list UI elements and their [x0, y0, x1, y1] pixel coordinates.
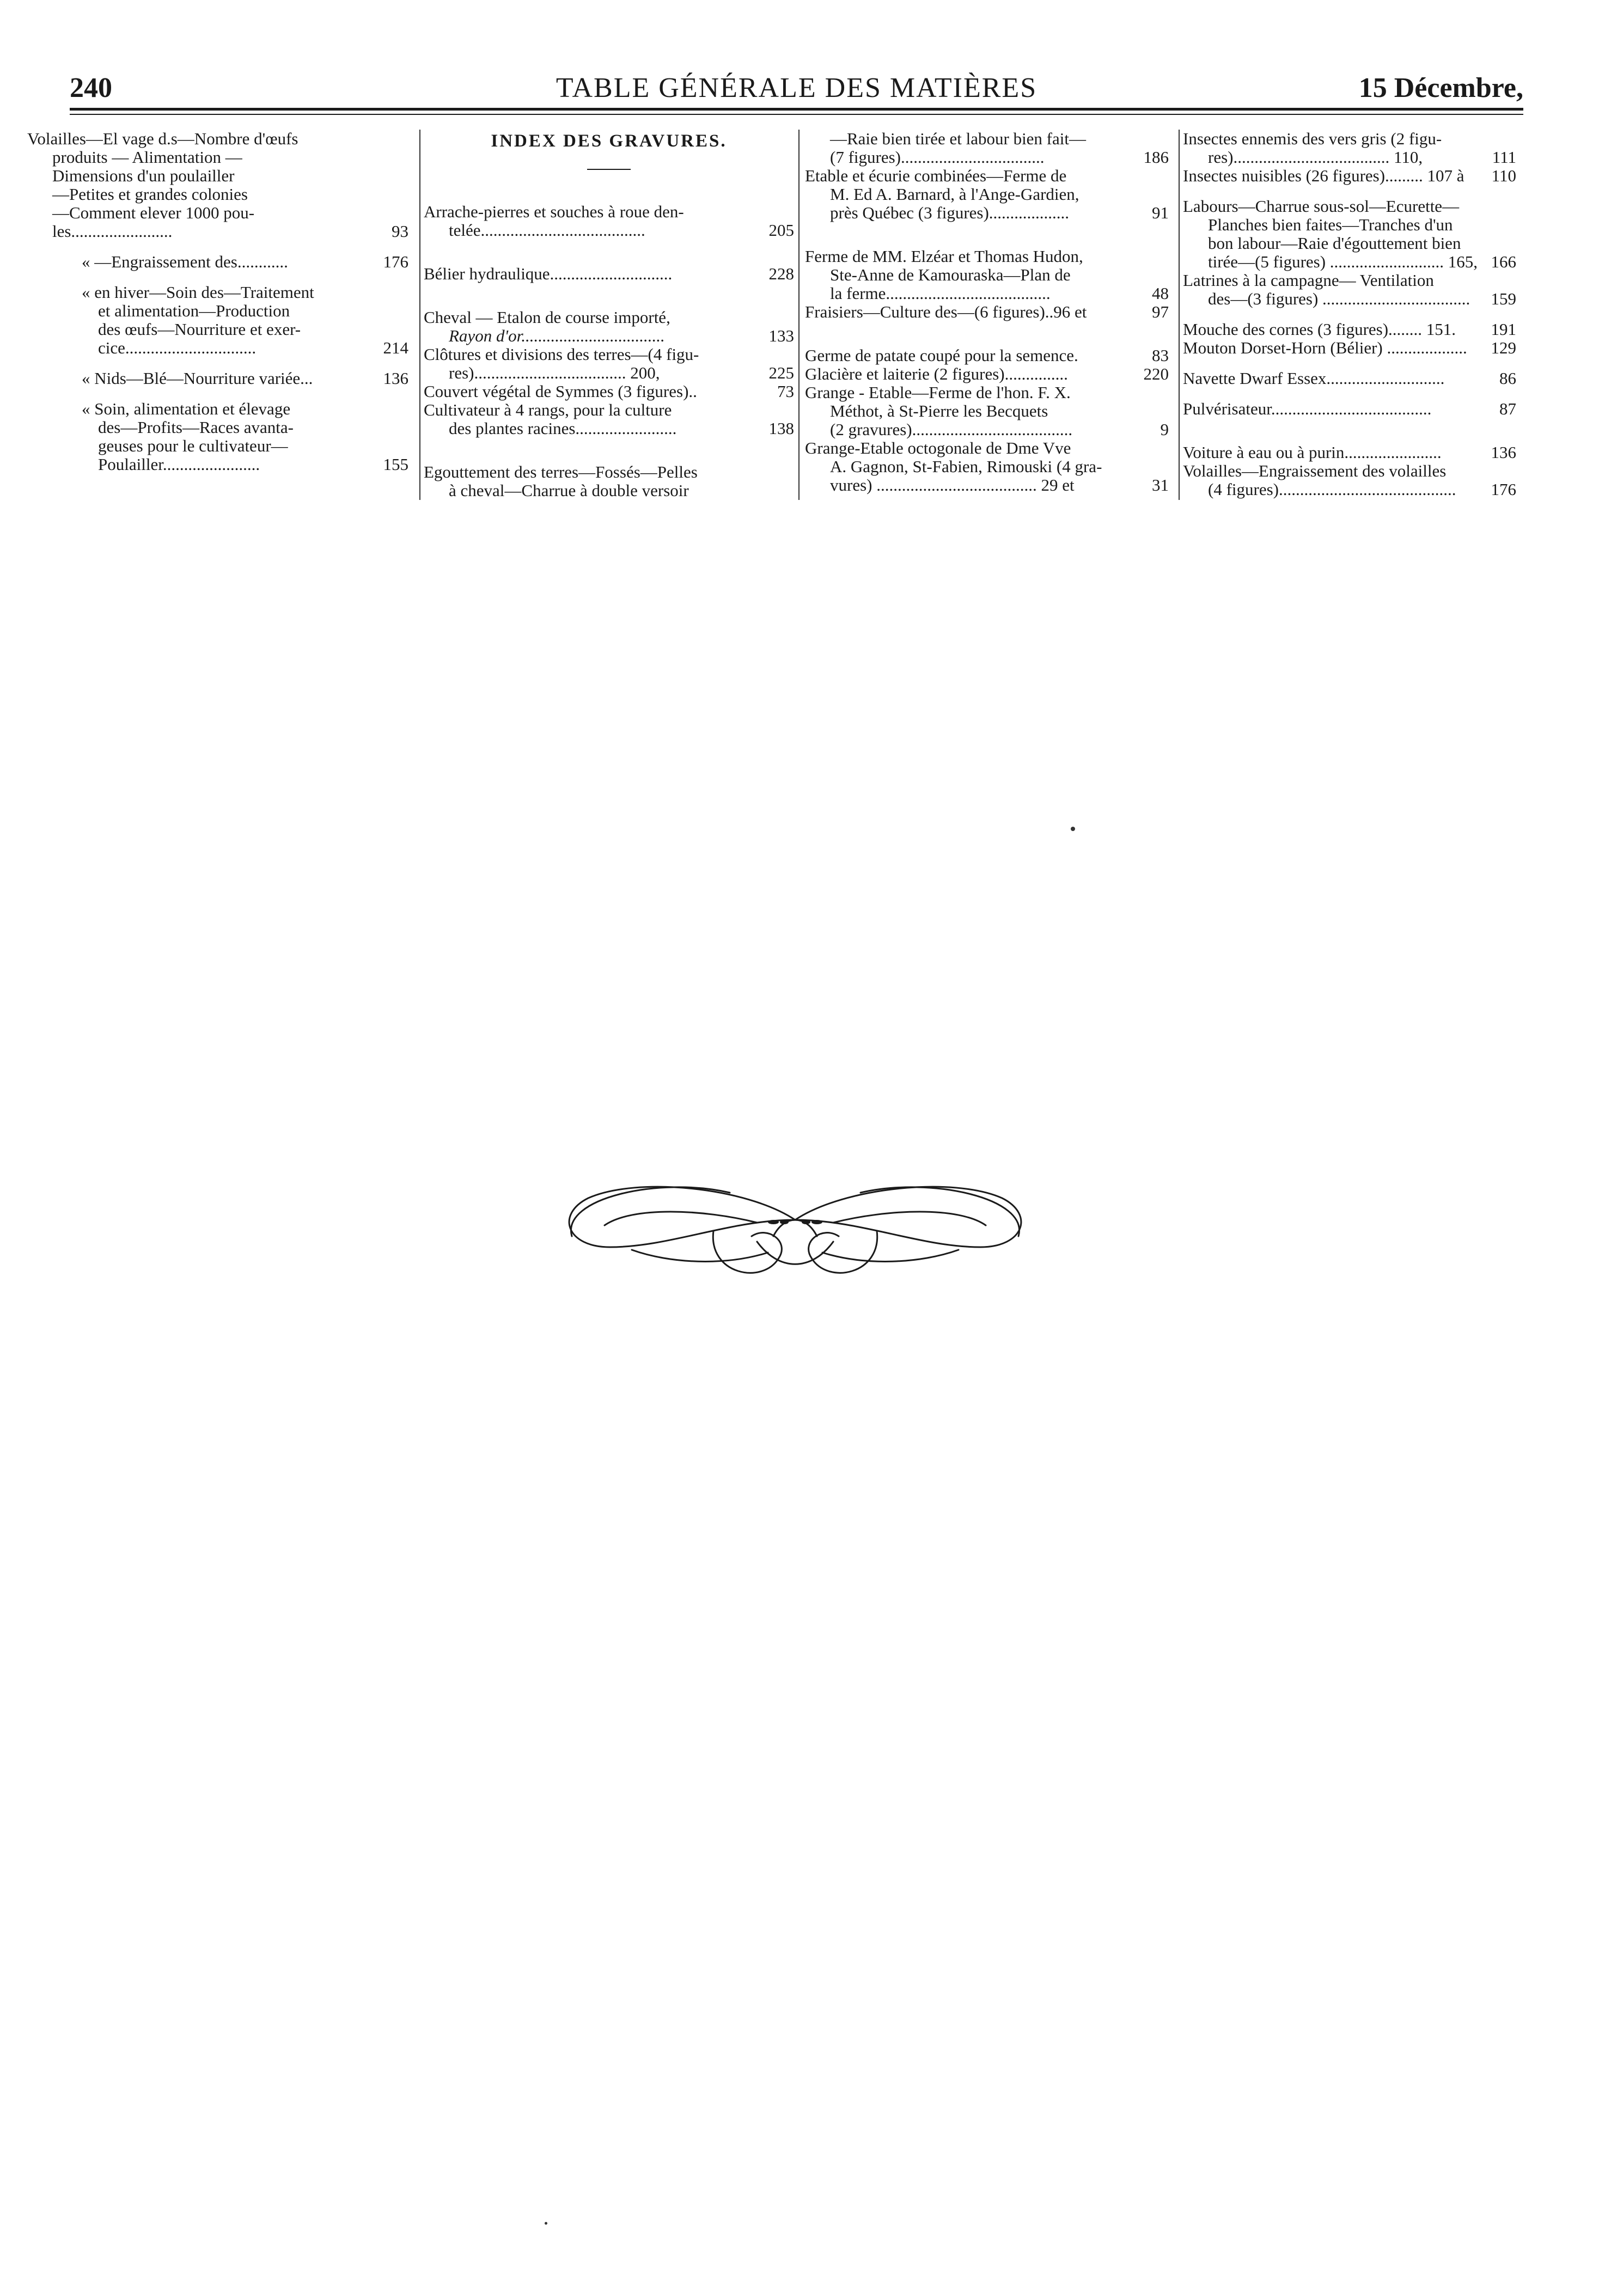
page-date: 15 Décembre,	[1358, 72, 1523, 103]
ink-speck	[545, 2222, 547, 2225]
page-ref: 155	[383, 455, 408, 474]
entry-line: res).................................... 200,	[449, 363, 660, 382]
entry-line: la ferme.......................................	[830, 284, 1051, 303]
entry-line: Insectes nuisibles (26 figures)......... 107 à	[1183, 166, 1464, 185]
page-title: TABLE GÉNÉRALE DES MATIÈRES	[556, 72, 1038, 103]
index-entry	[805, 439, 1169, 494]
index-entry	[1183, 400, 1516, 418]
entry-line: Volailles—Engraissement des volailles	[1183, 461, 1447, 480]
entry-line: Cultivateur à 4 rangs, pour la culture	[424, 400, 672, 419]
entry-line: des—(3 figures) ...................................	[1208, 289, 1470, 308]
entry-line: —Petites et grandes colonies	[52, 185, 248, 204]
entry-line: Volailles—El vage d.s—Nombre d'œufs	[27, 129, 298, 148]
entry-line: Egouttement des terres—Fossés—Pelles	[424, 462, 698, 481]
entry-line: Cheval — Etalon de course importé,	[424, 308, 670, 327]
page-ref: 136	[383, 369, 408, 388]
index-entry	[805, 365, 1169, 383]
index-entry	[424, 345, 794, 382]
column-divider	[419, 130, 420, 500]
entry-line: Clôtures et divisions des terres—(4 figu-	[424, 345, 699, 364]
entry-line: des plantes racines........................	[449, 419, 677, 438]
page-ref: 9	[1160, 420, 1169, 439]
entry-line: Pulvérisateur......................................	[1183, 399, 1432, 418]
page-ref: 97	[1152, 302, 1169, 321]
entry-line: M. Ed A. Barnard, à l'Ange-Gardien,	[830, 185, 1079, 204]
entry-line: bon labour—Raie d'égouttement bien	[1208, 234, 1461, 253]
page-ref: 129	[1491, 338, 1516, 357]
entry-line: Couvert végétal de Symmes (3 figures)..	[424, 382, 697, 401]
page-ref: 205	[768, 221, 794, 240]
index-column-2	[424, 130, 794, 500]
entry-line: Labours—Charrue sous-sol—Ecurette—	[1183, 197, 1460, 216]
page-ref: 138	[768, 419, 794, 438]
entry-line: Latrines à la campagne— Ventilation	[1183, 271, 1434, 290]
index-entry	[805, 167, 1169, 222]
index-entry	[805, 383, 1169, 439]
entry-line: les........................	[52, 222, 173, 241]
entry-line: (2 gravures)......................................	[830, 420, 1073, 439]
page-ref: 220	[1143, 364, 1169, 383]
entry-line: Rayon d'or..................................	[449, 326, 665, 345]
column-divider	[1179, 130, 1180, 500]
index-entry	[27, 369, 408, 388]
entry-line: Glacière et laiterie (2 figures)...............	[805, 364, 1068, 383]
index-entry	[805, 247, 1169, 303]
page-ref: 159	[1491, 289, 1516, 308]
entry-line: des—Profits—Races avanta-	[98, 418, 294, 437]
column-divider	[798, 130, 800, 500]
page-ref: 86	[1499, 369, 1516, 388]
entry-line: Mouche des cornes (3 figures)........ 151.	[1183, 320, 1456, 339]
entry-line: Mouton Dorset-Horn (Bélier) ...................	[1183, 338, 1467, 357]
section-heading: INDEX DES GRAVURES.	[491, 131, 727, 151]
index-entry	[1183, 197, 1516, 271]
entry-line: produits — Alimentation —	[52, 148, 242, 167]
entry-line: et alimentation—Production	[98, 301, 290, 320]
page-ref: 191	[1491, 320, 1516, 339]
entry-line: Planches bien faites—Tranches d'un	[1208, 215, 1453, 234]
index-entry	[424, 463, 794, 500]
index-entry	[805, 346, 1169, 365]
index-entry	[424, 308, 794, 345]
page-ref: 133	[768, 326, 794, 345]
entry-line: des œufs—Nourriture et exer-	[98, 320, 301, 339]
index-entry	[1183, 369, 1516, 388]
entry-line: geuses pour le cultivateur—	[98, 436, 288, 455]
entry-line: cice...............................	[98, 338, 257, 357]
entry-line: (7 figures)..................................	[830, 148, 1045, 167]
page-ref: 110	[1491, 166, 1516, 185]
page-ref: 93	[392, 222, 408, 241]
entry-line: Bélier hydraulique.............................	[424, 264, 673, 283]
page-ref: 176	[1491, 480, 1516, 499]
index-entry	[1183, 339, 1516, 357]
entry-line: vures) ...................................... 29 et	[830, 475, 1075, 494]
index-entry	[1183, 462, 1516, 499]
index-entry	[1183, 320, 1516, 339]
entry-line: Navette Dwarf Essex............................	[1183, 369, 1445, 388]
entry-line: —Comment elever 1000 pou-	[52, 203, 255, 222]
entry-line: Ferme de MM. Elzéar et Thomas Hudon,	[805, 247, 1083, 266]
page-ref: 48	[1152, 284, 1169, 303]
entry-line: « Soin, alimentation et élevage	[82, 399, 291, 418]
page-header	[70, 71, 1523, 109]
entry-line: Ste-Anne de Kamouraska—Plan de	[830, 265, 1071, 284]
entry-line: « —Engraissement des............	[82, 252, 288, 271]
page-ref: 214	[383, 338, 408, 357]
entry-line: Dimensions d'un poulailler	[52, 166, 235, 185]
page-ref: 225	[768, 363, 794, 382]
ink-speck	[1071, 827, 1075, 831]
index-entry	[1183, 443, 1516, 462]
entry-line: telée.......................................	[449, 221, 645, 240]
entry-line: « en hiver—Soin des—Traitement	[82, 283, 314, 302]
header-rule-thin	[70, 114, 1523, 115]
entry-line: Voiture à eau ou à purin.......................	[1183, 443, 1442, 462]
index-entry	[424, 203, 794, 240]
index-column-4	[1183, 130, 1516, 499]
entry-line: Insectes ennemis des vers gris (2 figu-	[1183, 129, 1442, 148]
page-ref: 111	[1492, 148, 1516, 167]
index-column-1	[27, 130, 408, 474]
entry-line: Poulailler.......................	[98, 455, 260, 474]
page-ref: 87	[1499, 399, 1516, 418]
entry-line: tirée—(5 figures) ........................... 165,	[1208, 252, 1478, 271]
page-ref: 91	[1152, 203, 1169, 222]
index-entry	[805, 130, 1169, 167]
entry-line: « Nids—Blé—Nourriture variée...	[82, 369, 313, 388]
entry-line: Arrache-pierres et souches à roue den-	[424, 202, 684, 221]
heading-dash	[587, 169, 631, 170]
entry-line: —Raie bien tirée et labour bien fait—	[830, 129, 1086, 148]
index-entry	[1183, 271, 1516, 308]
calligraphic-ornament-icon	[550, 1155, 1040, 1307]
index-entry	[27, 400, 408, 474]
entry-line: A. Gagnon, St-Fabien, Rimouski (4 gra-	[830, 457, 1102, 476]
index-entry	[1183, 130, 1516, 167]
index-column-3	[805, 130, 1169, 494]
entry-line: à cheval—Charrue à double versoir	[449, 481, 689, 500]
index-entry	[424, 265, 794, 283]
index-entry	[424, 401, 794, 438]
page-ref: 166	[1491, 252, 1516, 271]
entry-line: (4 figures)..........................................	[1208, 480, 1456, 499]
entry-line: Etable et écurie combinées—Ferme de	[805, 166, 1067, 185]
header-rule-thick	[70, 108, 1523, 111]
entry-line: Grange-Etable octogonale de Dme Vve	[805, 438, 1071, 457]
index-entry	[424, 382, 794, 401]
page-ref: 186	[1143, 148, 1169, 167]
entry-line: Grange - Etable—Ferme de l'hon. F. X.	[805, 383, 1071, 402]
page-number: 240	[70, 72, 112, 103]
page-ref: 83	[1152, 346, 1169, 365]
page-ref: 228	[768, 264, 794, 283]
index-entry	[1183, 167, 1516, 185]
entry-line: Fraisiers—Culture des—(6 figures)..96 et	[805, 302, 1087, 321]
index-entry	[27, 283, 408, 357]
page-ref: 176	[383, 252, 408, 271]
entry-line: Méthot, à St-Pierre les Becquets	[830, 401, 1048, 420]
page-ref: 136	[1491, 443, 1516, 462]
page-ref: 73	[777, 382, 794, 401]
entry-line: res)..................................... 110,	[1208, 148, 1423, 167]
entry-line: près Québec (3 figures)...................	[830, 203, 1070, 222]
entry-line: Germe de patate coupé pour la semence.	[805, 346, 1078, 365]
page-ref: 31	[1152, 475, 1169, 494]
index-entry	[805, 303, 1169, 321]
index-entry	[27, 130, 408, 241]
index-entry	[27, 253, 408, 271]
